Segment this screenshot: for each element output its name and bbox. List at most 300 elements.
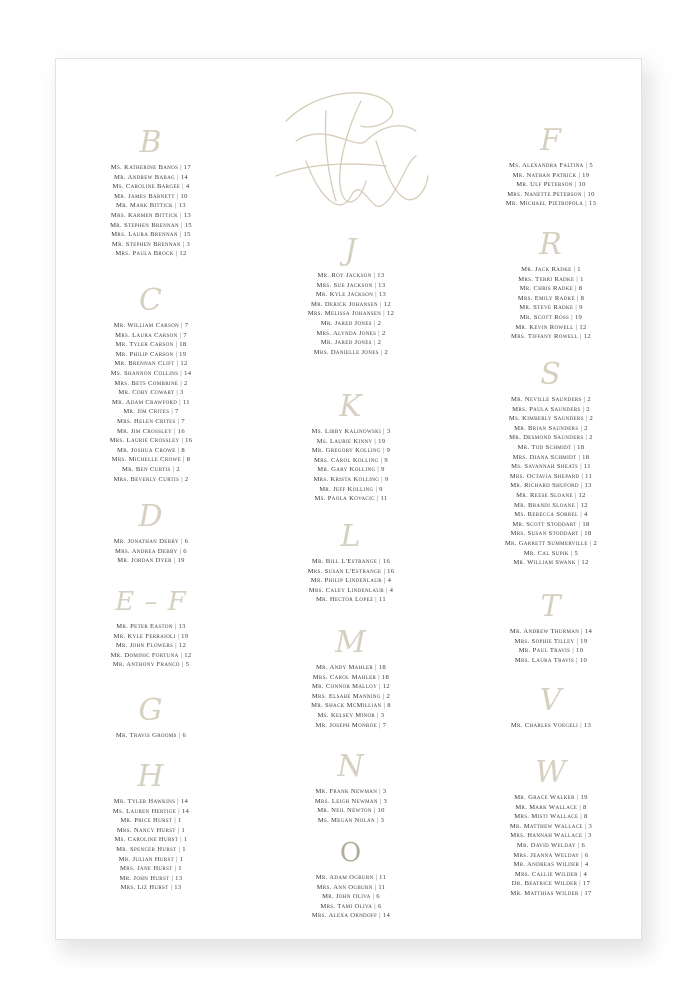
guest-entry	[466, 199, 636, 209]
guest-name: Dr. Beatrice Wilder	[511, 880, 578, 888]
table-number: 6	[183, 547, 187, 555]
separator: |	[181, 322, 183, 329]
separator: |	[377, 711, 379, 719]
separator: |	[174, 427, 176, 435]
separator: |	[177, 826, 180, 834]
guest-entry	[66, 883, 236, 893]
guest-name: Mr. Travis Grooms	[115, 732, 177, 739]
table-number: 6	[377, 902, 382, 910]
guest-name: Mr. Joshua Crowe	[117, 446, 176, 454]
guest-name: Mr. Philip Lindenlaub	[310, 577, 382, 585]
section-k	[266, 389, 436, 504]
guest-name: Mr. Reese Sloane	[516, 491, 573, 499]
separator: |	[180, 164, 182, 171]
separator: |	[178, 807, 180, 815]
guest-name: Mr. Kyle Jackson	[315, 291, 374, 299]
guest-entry	[466, 879, 636, 889]
table-number: 7	[382, 721, 387, 729]
guest-entry	[266, 673, 436, 683]
separator: |	[579, 870, 582, 878]
guest-entry	[266, 281, 436, 291]
separator: |	[374, 437, 377, 445]
guest-entry	[266, 319, 436, 329]
section-letter: K	[339, 389, 363, 424]
table-number: 1	[577, 266, 581, 273]
table-number: 3	[380, 816, 385, 824]
section-n	[266, 749, 436, 825]
guest-name: Mr. Frank Newman	[315, 788, 378, 795]
guest-list	[466, 627, 636, 665]
table-number: 13	[588, 200, 597, 208]
separator: |	[580, 722, 582, 729]
separator: |	[180, 221, 183, 229]
table-number: 19	[179, 350, 187, 358]
separator: |	[175, 341, 178, 349]
guest-entry	[266, 711, 436, 721]
section-h	[66, 759, 236, 893]
table-number: 3	[382, 788, 387, 795]
guest-entry	[466, 481, 636, 491]
table-number: 8	[578, 285, 583, 293]
guest-entry	[466, 558, 636, 568]
separator: |	[575, 323, 578, 331]
section-letter: M	[335, 625, 367, 660]
guest-name: Mr. Hector Lopez	[315, 596, 374, 604]
guest-entry	[466, 395, 636, 405]
guest-entry	[66, 874, 236, 884]
table-number: 7	[175, 408, 179, 416]
table-number: 8	[584, 813, 588, 821]
guest-name: Mr. James Barnett	[114, 192, 175, 200]
guest-entry	[66, 816, 236, 826]
table-number: 8	[580, 294, 585, 302]
guest-name: Mr. Adam Crawford	[112, 398, 178, 406]
separator: |	[176, 360, 179, 368]
section-ef	[66, 584, 236, 670]
guest-name: Mrs. Diana Schmidt	[512, 453, 577, 461]
table-number: 2	[587, 396, 591, 403]
separator: |	[375, 596, 377, 604]
guest-name: Mr. Chris Radke	[519, 285, 574, 293]
guest-name: Mr. William Swank	[513, 559, 576, 567]
table-number: 2	[184, 475, 189, 483]
separator: |	[180, 369, 183, 377]
table-number: 7	[181, 417, 186, 425]
guest-entry	[466, 180, 636, 190]
table-number: 8	[387, 702, 391, 710]
guest-list	[466, 161, 636, 209]
guest-entry	[466, 433, 636, 443]
separator: |	[181, 437, 184, 445]
table-number: 1	[181, 826, 186, 834]
guest-name: Mrs. Misti Wallace	[514, 813, 579, 821]
table-number: 2	[176, 465, 180, 473]
table-number: 13	[174, 884, 182, 892]
guest-entry	[266, 787, 436, 797]
separator: |	[374, 902, 376, 910]
separator: |	[376, 495, 379, 503]
guest-entry	[266, 902, 436, 912]
guest-name: Ms. Paola Kovacic	[314, 495, 375, 503]
guest-name: Mrs. Bets Combrine	[114, 379, 179, 387]
section-letter: D	[138, 499, 164, 534]
guest-entry	[466, 627, 636, 637]
separator: |	[180, 651, 183, 659]
table-number: 6	[182, 732, 187, 739]
guest-entry	[66, 398, 236, 408]
table-number: 19	[181, 632, 189, 640]
guest-name: Mrs. Susan Stoddart	[510, 530, 579, 538]
guest-name: Ms. Caroline Bargee	[112, 183, 181, 191]
guest-name: Mr. Jeff Kolling	[319, 485, 374, 493]
guest-entry	[66, 455, 236, 465]
guest-name: Mr. Julian Hurst	[118, 855, 175, 863]
separator: |	[385, 586, 388, 594]
guest-name: Mrs. Elsabe Manning	[311, 692, 381, 700]
guest-list	[466, 265, 636, 342]
guest-entry	[466, 831, 636, 841]
separator: |	[383, 702, 386, 710]
guest-name: Mr. John Hurst	[119, 874, 170, 882]
guest-entry	[66, 465, 236, 475]
table-number: 15	[184, 221, 192, 229]
guest-list	[266, 873, 436, 921]
guest-name: Ms. Libby Kalinowski	[311, 428, 382, 435]
guest-name: Mrs. Laura Brennan	[111, 231, 178, 239]
separator: |	[579, 803, 581, 811]
guest-name: Mr. Brian Saunders	[514, 424, 579, 432]
guest-entry	[466, 549, 636, 559]
guest-entry	[466, 491, 636, 501]
section-s	[466, 357, 636, 568]
separator: |	[573, 443, 576, 451]
table-number: 18	[179, 341, 187, 349]
guest-list	[66, 537, 236, 566]
separator: |	[174, 817, 176, 825]
table-number: 11	[378, 883, 386, 891]
table-number: 8	[186, 456, 191, 464]
guest-list	[466, 395, 636, 568]
guest-entry	[266, 721, 436, 731]
guest-name: Ms. Shannon Collins	[110, 369, 179, 377]
section-letter: W	[535, 755, 567, 790]
guest-name: Mrs. Susan L'Estrange	[307, 567, 382, 575]
table-number: 12	[179, 250, 187, 258]
table-number: 8	[583, 803, 587, 811]
guest-name: Mr. Andrew Thurman	[509, 628, 580, 635]
table-number: 14	[584, 628, 593, 635]
guest-name: Mr. Spencer Hurst	[116, 845, 177, 853]
table-number: 12	[180, 360, 188, 368]
separator: |	[375, 664, 377, 671]
table-number: 12	[383, 300, 391, 308]
separator: |	[379, 558, 381, 565]
guest-entry	[466, 472, 636, 482]
table-number: 1	[182, 845, 186, 853]
separator: |	[383, 310, 385, 318]
guest-name: Mr. Tod Schmidt	[517, 443, 572, 451]
table-number: 13	[175, 874, 183, 882]
guest-entry	[266, 682, 436, 692]
table-number: 7	[183, 331, 187, 339]
guest-name: Mr. Garrett Summerville	[504, 539, 588, 547]
guest-entry	[466, 656, 636, 666]
table-number: 1	[178, 865, 182, 873]
guest-entry	[466, 443, 636, 453]
guest-name: Mr. Jordan Dyer	[117, 557, 172, 565]
guest-name: Mr. Scott Stoddart	[512, 520, 577, 528]
section-letter: C	[139, 283, 163, 318]
separator: |	[383, 428, 385, 435]
guest-entry	[66, 537, 236, 547]
guest-entry	[466, 323, 636, 333]
section-c	[66, 283, 236, 484]
guest-name: Mr. Kevin Rowell	[515, 323, 574, 331]
separator: |	[581, 851, 583, 859]
table-number: 19	[574, 313, 583, 321]
separator: |	[372, 893, 375, 901]
guest-name: Mr. William Carson	[113, 322, 180, 329]
table-number: 14	[180, 173, 188, 181]
guest-entry	[466, 332, 636, 342]
table-number: 2	[377, 319, 382, 327]
table-number: 10	[180, 192, 188, 200]
separator: |	[571, 313, 573, 321]
guest-entry	[66, 340, 236, 350]
guest-entry	[66, 417, 236, 427]
separator: |	[373, 339, 376, 347]
table-number: 9	[384, 475, 389, 483]
guest-name: Ms. Kimberly Saunders	[508, 415, 584, 423]
guest-entry	[466, 803, 636, 813]
separator: |	[179, 547, 182, 555]
guest-entry	[66, 845, 236, 855]
guest-entry	[66, 230, 236, 240]
guest-entry	[266, 567, 436, 577]
table-number: 2	[386, 692, 391, 700]
table-number: 4	[185, 183, 190, 191]
guest-entry	[466, 860, 636, 870]
guest-name: Mrs. Nancy Hurst	[116, 826, 176, 834]
table-number: 13	[584, 482, 592, 490]
seating-chart-sheet	[55, 58, 642, 940]
section-letter: T	[540, 589, 562, 624]
guest-name: Mr. Andy Mahler	[315, 664, 374, 671]
table-number: 9	[579, 304, 583, 312]
guest-name: Mr. Kyle Ferraioli	[113, 632, 176, 640]
guest-entry	[66, 651, 236, 661]
guest-entry	[66, 436, 236, 446]
separator: |	[575, 285, 577, 293]
guest-entry	[66, 173, 236, 183]
guest-entry	[466, 721, 636, 731]
guest-entry	[266, 873, 436, 883]
separator: |	[583, 396, 586, 403]
table-number: 11	[583, 463, 591, 471]
guest-entry	[66, 632, 236, 642]
guest-name: Mrs. Jane Hurst	[120, 865, 173, 873]
table-number: 10	[587, 190, 595, 198]
section-letter: H	[137, 759, 165, 794]
separator: |	[574, 181, 577, 189]
guest-list	[466, 793, 636, 899]
section-m	[266, 625, 436, 730]
guest-name: Mrs. Tiffany Rowell	[510, 333, 579, 341]
section-letter: E – F	[115, 587, 187, 617]
separator: |	[574, 491, 577, 499]
separator: |	[585, 434, 588, 442]
separator: |	[380, 300, 382, 308]
section-o	[266, 835, 436, 921]
guest-name: Mr. Andrew Babag	[113, 173, 176, 181]
guest-name: Mrs. Caley Lindenlaub	[308, 586, 384, 594]
table-number: 3	[380, 711, 385, 719]
guest-entry	[66, 855, 236, 865]
guest-entry	[66, 475, 236, 485]
table-number: 10	[579, 656, 588, 664]
section-d	[66, 499, 236, 566]
section-letter: R	[539, 227, 563, 262]
guest-name: Mr. Neville Saunders	[510, 396, 582, 403]
separator: |	[576, 501, 579, 509]
table-number: 2	[589, 415, 594, 423]
separator: |	[573, 266, 576, 273]
guest-name: Mr. Tyler Hawkins	[113, 798, 176, 805]
guest-list	[66, 797, 236, 893]
separator: |	[580, 333, 582, 341]
guest-entry	[66, 331, 236, 341]
section-letter: S	[540, 357, 562, 392]
table-number: 3	[588, 822, 593, 830]
separator: |	[177, 417, 180, 425]
separator: |	[174, 865, 177, 873]
guest-list	[466, 721, 636, 731]
guest-name: Mr. Andreas Wilder	[513, 861, 580, 869]
guest-entry	[266, 437, 436, 447]
guest-name: Mr. David Welday	[516, 841, 576, 849]
guest-entry	[66, 731, 236, 741]
section-r	[466, 227, 636, 342]
guest-name: Mrs. Andrea Debby	[115, 547, 178, 555]
section-b	[66, 125, 236, 259]
guest-entry	[266, 692, 436, 702]
guest-entry	[266, 427, 436, 437]
separator: |	[580, 482, 583, 490]
guest-name: Mr. Connor Malloy	[311, 683, 378, 691]
guest-entry	[266, 892, 436, 902]
separator: |	[379, 797, 382, 805]
guest-name: Mr. Scott Ross	[519, 313, 570, 321]
separator: |	[576, 656, 578, 664]
separator: |	[379, 721, 381, 729]
table-number: 9	[381, 466, 385, 474]
guest-entry	[266, 701, 436, 711]
table-number: 7	[184, 322, 189, 329]
guest-name: Mr. Jared Jones	[320, 339, 372, 347]
guest-name: Mr. Anthony Franco	[112, 661, 180, 669]
separator: |	[178, 732, 181, 739]
separator: |	[180, 379, 182, 387]
guest-name: Mr. Price Hurst	[120, 817, 173, 825]
guest-name: Mr. Ulf Peterson	[516, 181, 573, 189]
guest-name: Mr. Jack Radke	[521, 266, 572, 273]
separator: |	[577, 559, 580, 567]
guest-entry	[466, 889, 636, 899]
guest-name: Mrs. Sophie Tilley	[514, 637, 575, 645]
guest-name: Mr. Derick Johansen	[311, 300, 379, 308]
section-letter: N	[337, 749, 365, 784]
separator: |	[575, 304, 578, 312]
table-number: 14	[382, 912, 391, 920]
guest-name: Ms. Laurie Kinny	[316, 437, 373, 445]
separator: |	[179, 231, 182, 239]
guest-name: Mr. Bill L'Estrange	[311, 558, 378, 565]
guest-entry	[466, 265, 636, 275]
table-number: 2	[593, 539, 598, 547]
table-number: 6	[376, 893, 380, 901]
guest-list	[266, 557, 436, 605]
guest-name: Mr. Dominic Fortuna	[110, 651, 179, 659]
table-number: 2	[183, 379, 188, 387]
guest-name: Ms. Kelsey Minor	[317, 711, 376, 719]
guest-name: Mr. Roy Jackson	[317, 272, 372, 279]
guest-entry	[466, 793, 636, 803]
guest-name: Mrs. Laura Travis	[514, 656, 575, 664]
guest-entry	[266, 595, 436, 605]
separator: |	[375, 485, 378, 493]
guest-entry	[466, 841, 636, 851]
guest-name: Mrs. Paula Brock	[115, 250, 174, 258]
guest-entry	[66, 547, 236, 557]
separator: |	[580, 463, 582, 471]
separator: |	[180, 211, 182, 219]
guest-entry	[266, 586, 436, 596]
separator: |	[374, 883, 377, 891]
guest-entry	[466, 405, 636, 415]
guest-name: Mr. Philip Carson	[115, 350, 174, 358]
guest-name: Mr. Jared Jones	[320, 319, 372, 327]
guest-name: Ms. Katherine Banos	[110, 164, 179, 171]
separator: |	[177, 798, 179, 805]
section-t	[466, 589, 636, 665]
guest-entry	[66, 249, 236, 259]
table-number: 6	[584, 851, 589, 859]
guest-entry	[466, 870, 636, 880]
guest-entry	[66, 864, 236, 874]
guest-entry	[66, 835, 236, 845]
guest-name: Mr. Michael Pietropola	[505, 200, 584, 208]
table-number: 16	[382, 558, 391, 565]
table-number: 10	[575, 647, 584, 655]
guest-name: Mr. John Oliva	[322, 893, 371, 901]
separator: |	[175, 350, 178, 358]
guest-name: Mrs. Jeanna Welday	[513, 851, 580, 859]
guest-name: Mr. Mark Wallace	[515, 803, 578, 811]
section-g	[66, 693, 236, 741]
guest-entry	[66, 369, 236, 379]
table-number: 16	[387, 567, 395, 575]
guest-name: Mrs. Hannah Wallace	[510, 832, 583, 840]
separator: |	[175, 642, 177, 650]
guest-entry	[66, 379, 236, 389]
guest-entry	[266, 911, 436, 921]
table-number: 2	[584, 424, 588, 432]
guest-entry	[266, 465, 436, 475]
separator: |	[178, 845, 181, 853]
section-letter: O	[339, 838, 363, 868]
guest-name: Mr. Tyler Carson	[115, 341, 174, 349]
guest-list	[66, 622, 236, 670]
